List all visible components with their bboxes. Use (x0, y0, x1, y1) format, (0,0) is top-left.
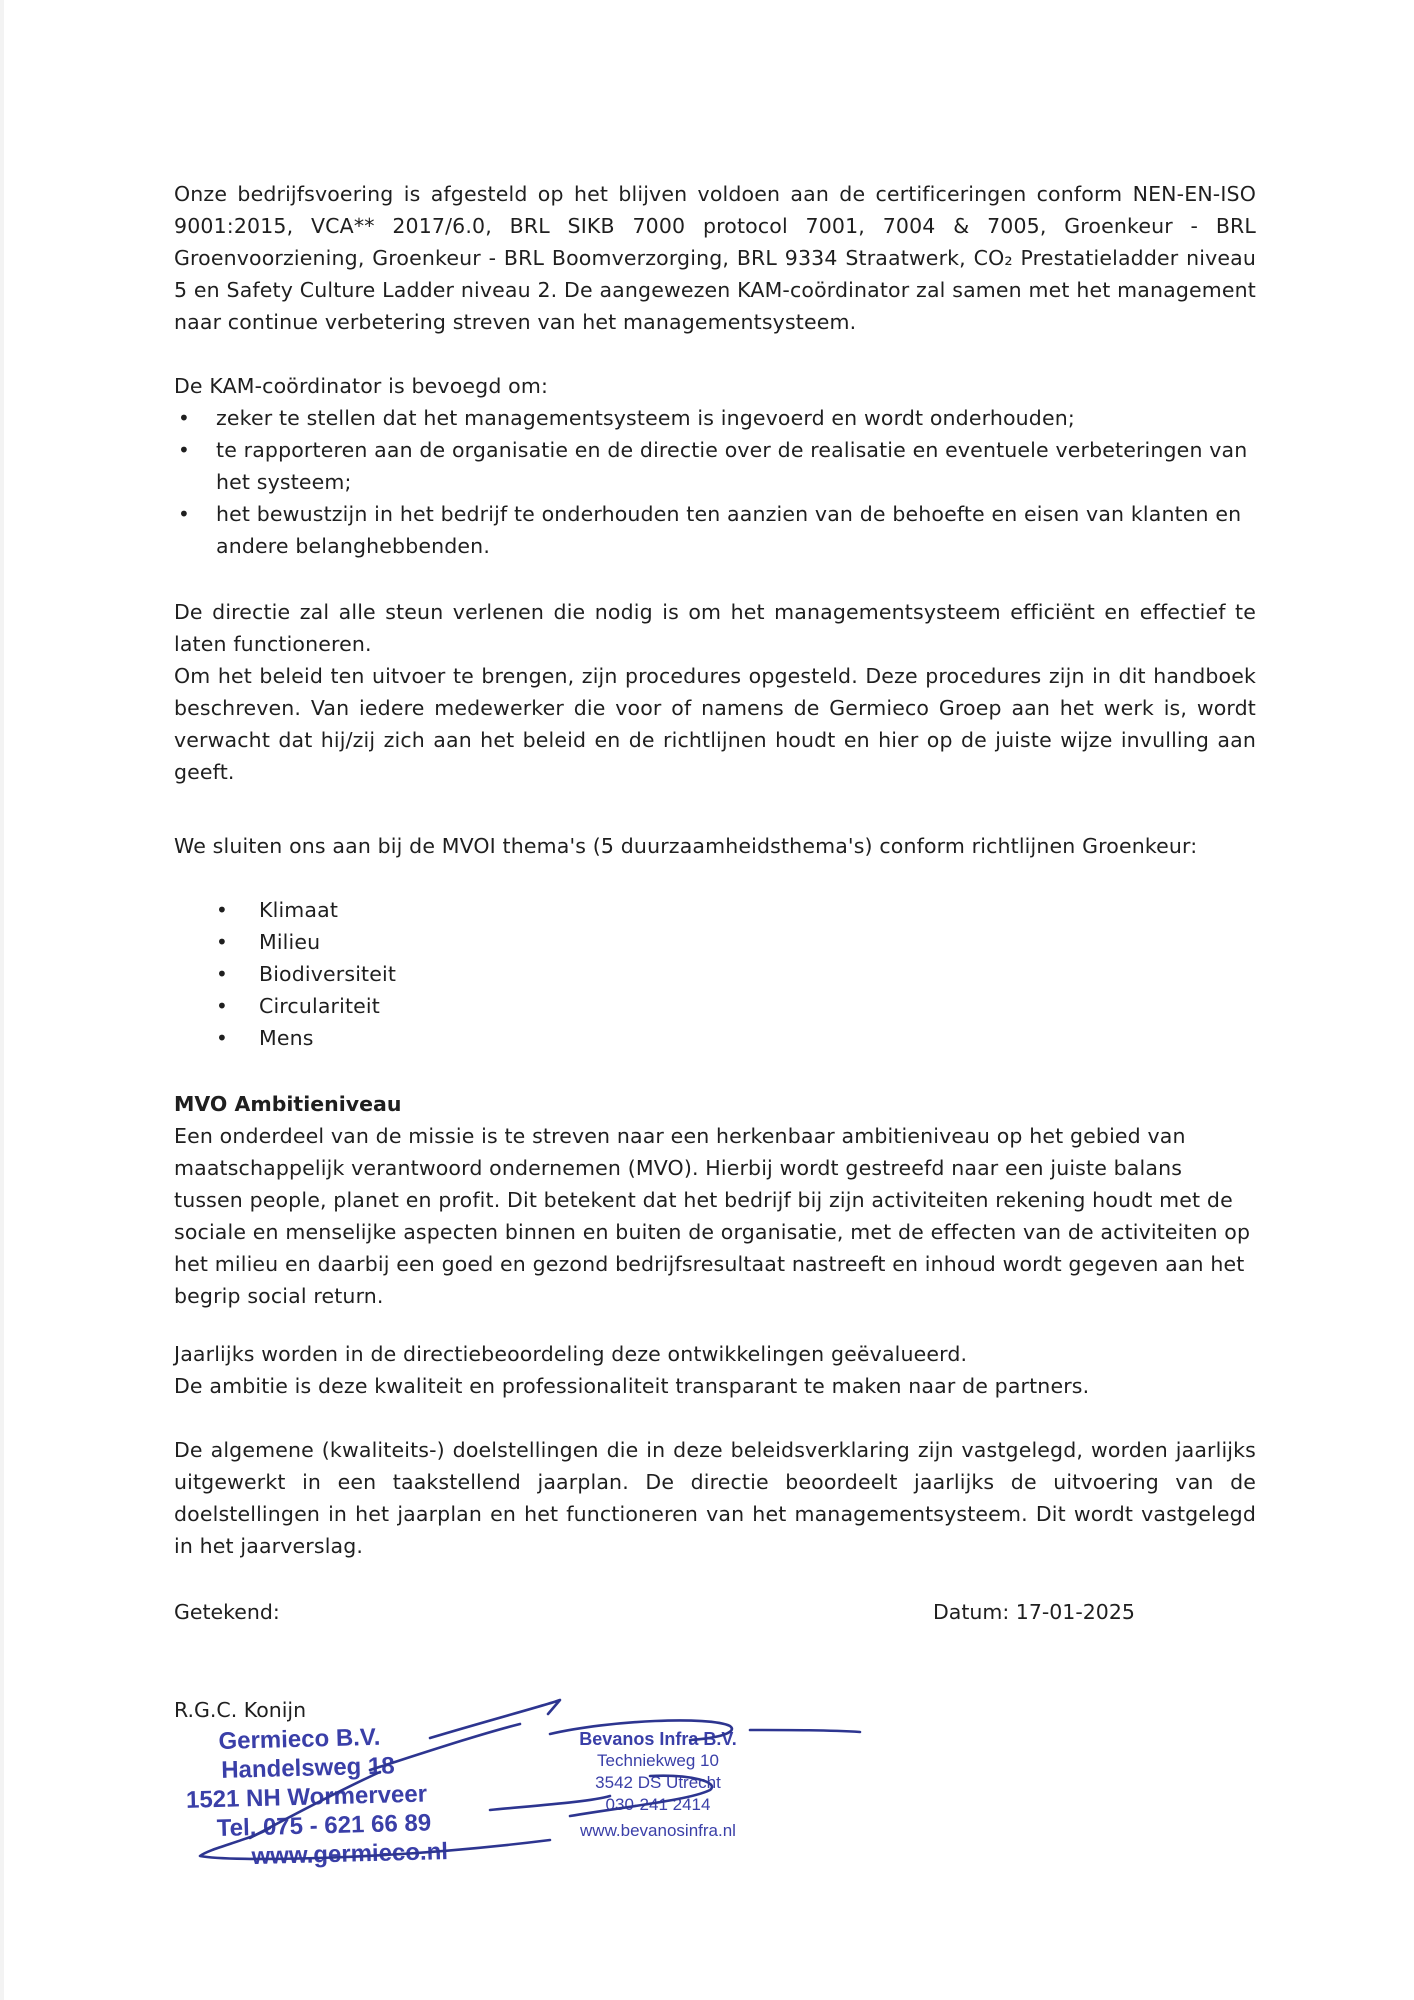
list-item-text: zeker te stellen dat het managementsysteem is ingevoerd en wordt onderhouden; (216, 406, 1075, 430)
bullet-icon: • (178, 406, 190, 430)
support-paragraph (174, 596, 1256, 660)
signature-stroke (200, 1828, 550, 1859)
procedures-paragraph (174, 660, 1256, 788)
list-item (174, 402, 1256, 434)
list-item-text: Mens (259, 1026, 314, 1050)
themes-intro (174, 830, 1256, 862)
paragraph-text: De algemene (kwaliteits-) doelstellingen die in deze beleidsverklaring zijn vastgelegd, worden jaarlijks uitgewerkt in een taakstellend jaarplan. De directie beoordeelt jaarlijks de uitvoering van de doelstellingen in het jaarplan en het functioneren van het managementsysteem. Dit wordt vastgelegd in het jaarverslag. (174, 1438, 1256, 1558)
list-item-text: Circulariteit (259, 994, 380, 1018)
paragraph-text: De KAM-coördinator is bevoegd om: (174, 374, 549, 398)
paragraph-text: We sluiten ons aan bij de MVOI thema's (5 duurzaamheidsthema's) conform richtlijnen Groenkeur: (174, 834, 1198, 858)
stamp-line: 3542 DS Utrecht (595, 1773, 721, 1792)
scan-edge (0, 0, 4, 2000)
kam-intro (174, 370, 1256, 402)
paragraph-text: De ambitie is deze kwaliteit en professionaliteit transparant te maken naar de partners. (174, 1374, 1090, 1398)
signed-label: Getekend: (174, 1600, 280, 1624)
list-item (216, 990, 396, 1022)
handwritten-signature (190, 1690, 890, 1870)
bullet-icon: • (178, 438, 190, 462)
stamp-line: www.germieco.nl (251, 1838, 449, 1871)
date-label: Datum: 17-01-2025 (933, 1600, 1135, 1624)
stamp-line: Germieco B.V. (218, 1723, 381, 1755)
signature-stroke (750, 1730, 860, 1732)
signature-stroke (550, 1720, 732, 1740)
signature-stroke (570, 1776, 712, 1816)
bullet-icon: • (216, 898, 228, 922)
bullet-icon: • (178, 502, 190, 526)
bullet-icon: • (216, 962, 228, 986)
list-item-text: Klimaat (259, 898, 339, 922)
list-item (216, 894, 396, 926)
stamp-line: www.bevanosinfra.nl (580, 1821, 736, 1840)
themes-list (216, 894, 396, 1054)
certification-paragraph (174, 178, 1256, 338)
kam-bullet-list (174, 402, 1256, 562)
paragraph-text: Een onderdeel van de missie is te streven naar een herkenbaar ambitieniveau op het gebied van maatschappelijk verantwoord ondernemen (MVO). Hierbij wordt gestreefd naar een juiste balans tussen people, planet en profit. Dit betekent dat het bedrijf bij zijn activiteiten rekening houdt met de sociale en menselijke aspecten binnen en buiten de organisatie, met de effecten van de activiteiten op het milieu en daarbij een goed en gezond bedrijfsresultaat nastreeft en inhoud wordt gegeven aan het begrip social return. (174, 1124, 1251, 1308)
list-item (216, 958, 396, 990)
list-item (216, 926, 396, 958)
mvo-paragraph (174, 1120, 1256, 1312)
paragraph-text: Jaarlijks worden in de directiebeoordeling deze ontwikkelingen geëvalueerd. (174, 1342, 968, 1366)
bullet-icon: • (216, 1026, 228, 1050)
list-item-text: Biodiversiteit (259, 962, 397, 986)
stamp-line: 1521 NH Wormerveer (185, 1780, 428, 1814)
stamp-line: 030-241 2414 (605, 1795, 711, 1814)
stamp-line: Bevanos Infra B.V. (579, 1729, 737, 1749)
list-item-text: het bewustzijn in het bedrijf te onderhouden ten aanzien van de behoefte en eisen van klanten en andere belanghebbenden. (216, 502, 1242, 558)
objectives-paragraph (174, 1434, 1256, 1562)
signature-stroke (430, 1700, 560, 1738)
signature-stroke (370, 1724, 520, 1770)
stamp-line: Techniekweg 10 (597, 1751, 719, 1770)
bullet-icon: • (216, 930, 228, 954)
signer-name: R.G.C. Konijn (174, 1698, 307, 1722)
section-heading: MVO Ambitieniveau (174, 1092, 402, 1116)
paragraph-text: Om het beleid ten uitvoer te brengen, zijn procedures opgesteld. Deze procedures zijn in dit handboek beschreven. Van iedere medewerker die voor of namens de Germieco Groep aan het werk is, wordt verwacht dat hij/zij zich aan het beleid en de richtlijnen houdt en hier op de juiste wijze invulling aan geeft. (174, 664, 1256, 784)
evaluation-paragraph (174, 1338, 1256, 1402)
list-item (174, 498, 1256, 562)
signature-stroke (490, 1796, 610, 1810)
stamp-line: Tel. 075 - 621 66 89 (216, 1809, 432, 1843)
list-item-text: Milieu (259, 930, 321, 954)
paragraph-text: Onze bedrijfsvoering is afgesteld op het blijven voldoen aan de certificeringen conform NEN-EN-ISO 9001:2015, VCA** 2017/6.0, BRL SIKB 7000 protocol 7001, 7004 & 7005, Groenkeur - BRL Groenvoorziening, Groenkeur - BRL Boomverzorging, BRL 9334 Straatwerk, CO₂ Prestatieladder niveau 5 en Safety Culture Ladder niveau 2. De aangewezen KAM-coördinator zal samen met het management naar continue verbetering streven van het managementsysteem. (174, 182, 1256, 334)
stamp-line: Handelsweg 18 (220, 1752, 395, 1784)
list-item-text: te rapporteren aan de organisatie en de directie over de realisatie en eventuele verbeteringen van het systeem; (216, 438, 1248, 494)
bullet-icon: • (216, 994, 228, 1018)
paragraph-text: De directie zal alle steun verlenen die nodig is om het managementsysteem efficiënt en effectief te laten functioneren. (174, 600, 1256, 656)
list-item (216, 1022, 396, 1054)
list-item (174, 434, 1256, 498)
